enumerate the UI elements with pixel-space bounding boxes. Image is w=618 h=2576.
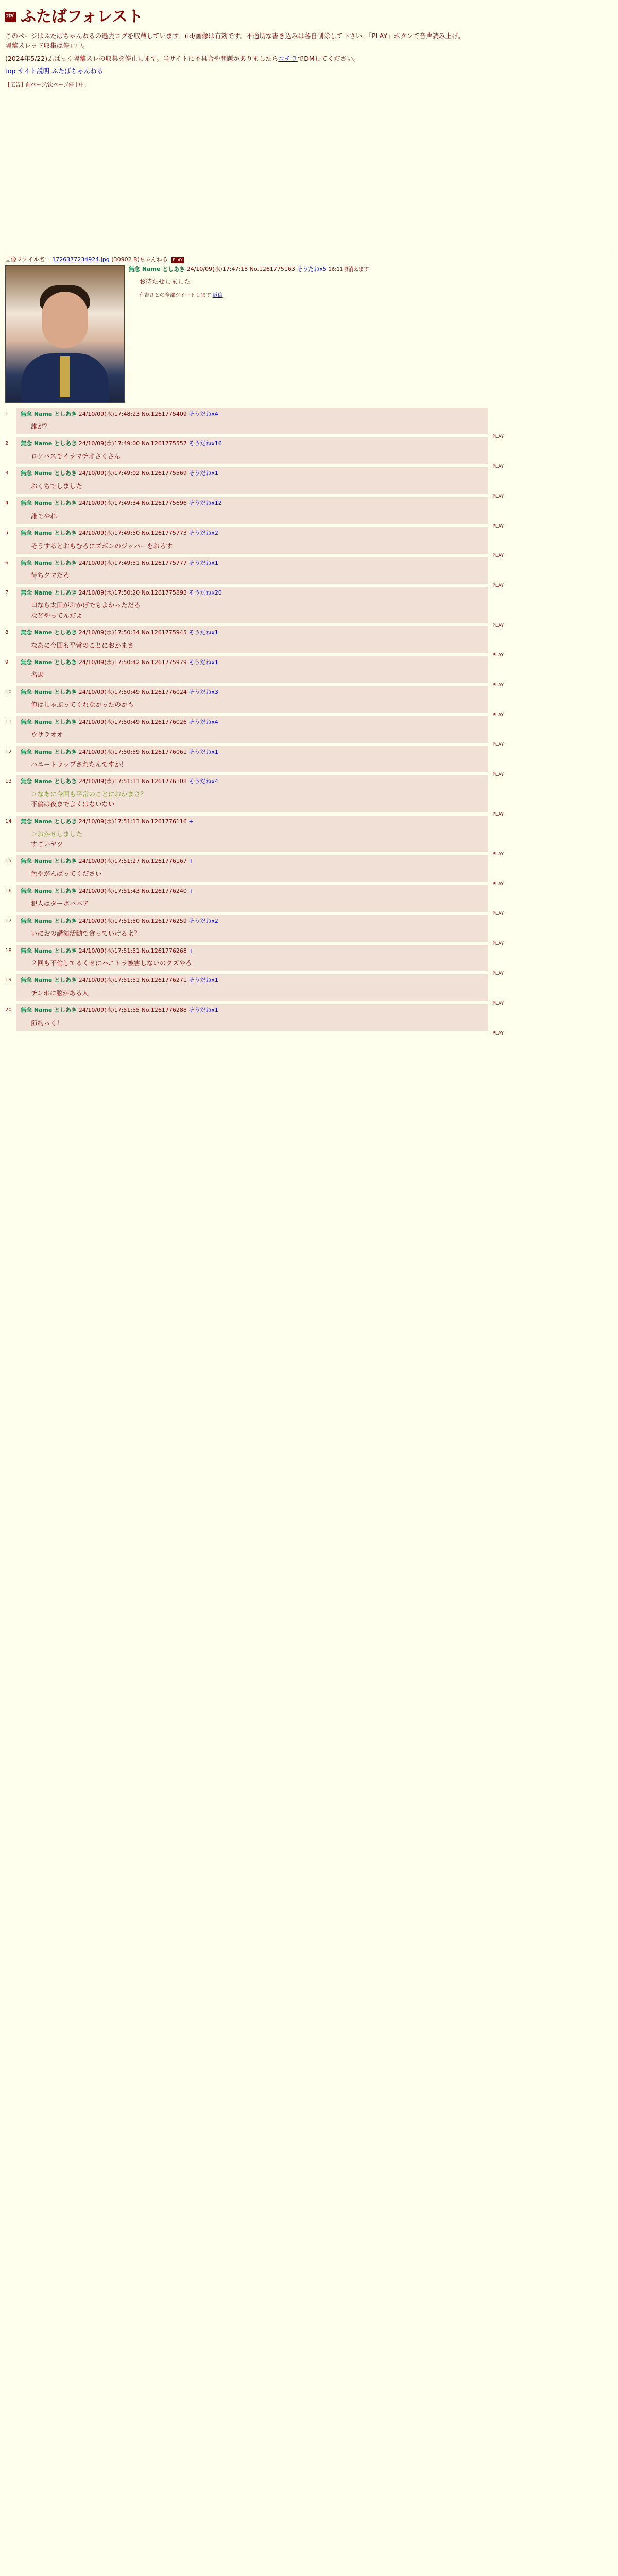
op-post [5,256,613,403]
op-reply-link[interactable]: 返信 [212,293,223,299]
reply-post [5,775,504,818]
site-title: ふたばフォレスト [21,8,143,26]
reply-date: 24/10/09(水)17:50:59 No.1261776061 [78,748,187,755]
reply-meta [21,777,484,786]
reply-body-line: 犯人はターボババア [31,900,89,908]
reply-quote: ＞なあに今回も平常のことにおかまさ？ [31,790,147,798]
reply-number: 15 [5,858,12,864]
reply-number: 20 [5,1007,12,1013]
reply-number: 19 [5,977,12,984]
reply-body-line: ハニートラップされたんですか！ [31,760,128,768]
reply-date: 24/10/09(水)17:50:34 No.1261775945 [78,629,187,636]
reply-play-button[interactable]: PLAY [492,772,504,777]
ad-note: 【広告】前ページ/次ページ停止中。 [5,82,89,88]
reply-name: 無念 Name としあき [21,818,77,825]
reply-date: 24/10/09(水)17:51:43 No.1261776240 [78,887,187,894]
reply-play-button[interactable]: PLAY [492,434,504,439]
reply-meta [21,917,484,926]
page [0,0,618,1037]
reply-date: 24/10/09(水)17:50:49 No.1261776024 [78,688,187,696]
op-body [139,277,369,300]
reply-number: 13 [5,778,12,785]
op-date: 24/10/09(水)17:47:18 No.1261775163 [186,265,295,273]
reply-play-button[interactable]: PLAY [492,1001,504,1006]
reply-number: 3 [5,470,9,477]
reply-date: 24/10/09(水)17:50:20 No.1261775893 [78,589,187,596]
reply-body-line: いにおの講演活動で食っていけるよ？ [31,929,141,938]
op-play-button[interactable]: PLAY [173,258,183,262]
reply-body [31,670,484,680]
reply-post [5,915,504,946]
reply-meta [21,718,484,727]
reply-meta [21,748,484,757]
reply-post [5,408,504,439]
reply-meta [21,559,484,568]
reply-number: 10 [5,689,12,695]
op-image[interactable] [5,265,125,403]
op-body-line: 有吉さとの全部ツイートします 返信 [139,293,223,299]
reply-name: 無念 Name としあき [21,688,77,696]
reply-body [31,829,484,849]
reply-sod-button[interactable]: + [188,887,194,894]
reply-play-button[interactable]: PLAY [492,1030,504,1036]
reply-number: 2 [5,440,9,447]
reply-number: 5 [5,530,9,536]
reply-post [5,1004,504,1036]
reply-body [31,988,484,998]
reply-date: 24/10/09(水)17:51:11 No.1261776108 [78,778,187,785]
reply-quote: ＞おかせしました [31,830,83,838]
reply-date: 24/10/09(水)17:50:49 No.1261776026 [78,718,187,725]
op-name: 無念 Name としあき [129,265,185,273]
reply-body-line: なあに今回も平常のことにおかまさ [31,641,134,649]
reply-body-line: ロケバスでイラマチオさくさん [31,452,121,460]
reply-sod-button[interactable]: そうだねx4 [188,410,218,417]
reply-play-button[interactable]: PLAY [492,812,504,818]
reply-post [5,437,504,469]
reply-number: 1 [5,411,9,417]
reply-post [5,527,504,559]
reply-meta [21,529,484,538]
reply-body-line: すごいヤツ [31,840,63,848]
reply-body [31,451,484,461]
reply-date: 24/10/09(水)17:49:02 No.1261775569 [78,470,187,477]
reply-post [5,855,504,887]
reply-sod-button[interactable]: そうだねx12 [188,500,222,507]
op-meta [129,265,369,274]
reply-name: 無念 Name としあき [21,977,77,984]
reply-date: 24/10/09(水)17:51:51 No.1261776271 [78,977,187,984]
reply-play-button[interactable]: PLAY [492,911,504,917]
reply-sod-button[interactable]: そうだねx2 [188,917,218,924]
reply-post [5,467,504,499]
reply-name: 無念 Name としあき [21,629,77,636]
reply-body-line: 俺はしゃぶってくれなかったのかも [31,701,134,709]
reply-body [31,570,484,580]
reply-play-button[interactable]: PLAY [492,464,504,469]
reply-meta [21,439,484,448]
reply-number: 8 [5,630,9,635]
reply-sod-button[interactable]: そうだねx4 [188,718,218,725]
reply-body [31,730,484,739]
notice-line-1: このページはふたばちゃんねるの過去ログを収蔵しています。(id/画像は有効です。不適切な書き込みは各自削除して下さい。「PLAY」ボタンで音声読み上げ。 [5,32,465,40]
reply-body-line: 誰が？ [31,422,50,430]
reply-sod-button[interactable]: そうだねx16 [188,440,222,447]
reply-post [5,945,504,976]
reply-meta [21,469,484,478]
reply-date: 24/10/09(水)17:50:42 No.1261775979 [78,658,187,666]
reply-number: 9 [5,659,9,665]
reply-meta [21,857,484,866]
reply-sod-button[interactable]: + [188,857,194,865]
reply-post [5,686,504,718]
nav-top-link[interactable]: top [5,67,16,75]
reply-play-button[interactable]: PLAY [492,583,504,589]
reply-body-line: 色やがんばってください [31,870,102,878]
reply-body-line: 口なら太田がおかげでもよかっただろ [31,601,141,609]
reply-name: 無念 Name としあき [21,917,77,924]
reply-name: 無念 Name としあき [21,559,77,566]
reply-sod-button[interactable]: そうだねx4 [188,778,218,785]
reply-body-line: チンポに脳がある人 [31,989,89,997]
reply-post [5,626,504,658]
reply-body-line: そうするとおもむろにズボンのジッパーをおろす [31,541,173,550]
nav-site-link[interactable]: サイト説明 [18,67,50,75]
reply-meta [21,658,484,667]
reply-post [5,716,504,748]
reply-post [5,557,504,589]
reply-play-button[interactable]: PLAY [492,882,504,887]
reply-body [31,541,484,551]
reply-sod-button[interactable]: そうだねx20 [188,589,222,596]
op-expire: 16:11頃消えます [328,266,369,273]
reply-number: 4 [5,500,9,506]
reply-body [31,789,484,809]
reply-sod-button[interactable]: + [188,818,194,825]
futaba-logo-icon: ﾌﾀﾊﾞ [5,12,16,22]
reply-name: 無念 Name としあき [21,589,77,596]
reply-name: 無念 Name としあき [21,1007,77,1014]
reply-name: 無念 Name としあき [21,530,77,536]
reply-body [31,869,484,878]
reply-body-line: おくちでしました [31,482,82,490]
reply-body [31,958,484,968]
reply-sod-button[interactable]: そうだねx1 [188,470,218,477]
reply-body [31,1018,484,1028]
reply-sod-button[interactable]: そうだねx1 [188,748,218,755]
reply-meta [21,688,484,697]
reply-play-button[interactable]: PLAY [492,653,504,658]
notice-line-3: (2024年5/22)ふぱっく隔離スレの収集を停止します。当サイトに不具合や問題がありましたら [5,54,279,62]
top-nav [5,66,613,76]
reply-name: 無念 Name としあき [21,440,77,447]
contact-link[interactable]: コチラ [278,54,298,62]
reply-date: 24/10/09(水)17:51:50 No.1261776259 [78,917,187,924]
reply-body-line: 待ちクマだろ [31,571,70,580]
reply-sod-button[interactable]: そうだねx2 [188,530,218,536]
reply-name: 無念 Name としあき [21,778,77,785]
reply-number: 7 [5,589,9,596]
reply-list [5,408,613,1036]
reply-body-line: 名馬 [31,671,44,679]
reply-number: 12 [5,749,12,755]
reply-meta [21,1006,484,1015]
reply-post [5,587,504,629]
reply-body-line: などやってんだよ [31,611,83,619]
reply-sod-button[interactable]: そうだねx1 [188,1007,218,1014]
reply-date: 24/10/09(水)17:48:23 No.1261775409 [78,410,187,417]
reply-sod-button[interactable]: そうだねx1 [188,629,218,636]
reply-meta [21,947,484,956]
reply-body [31,481,484,491]
reply-body [31,640,484,650]
reply-name: 無念 Name としあき [21,718,77,725]
reply-play-button[interactable]: PLAY [492,852,504,857]
reply-sod-button[interactable]: そうだねx1 [188,977,218,984]
reply-number: 18 [5,947,12,954]
op-file-label: 画像ファイル名： [5,256,50,263]
reply-play-button[interactable]: PLAY [492,742,504,748]
reply-play-button[interactable]: PLAY [492,523,504,529]
reply-meta [21,629,484,637]
reply-date: 24/10/09(水)17:51:51 No.1261776268 [78,947,187,954]
reply-name: 無念 Name としあき [21,857,77,865]
reply-name: 無念 Name としあき [21,748,77,755]
reply-play-button[interactable]: PLAY [492,941,504,946]
op-file-link[interactable]: 1726377234924.jpg [52,256,110,263]
reply-date: 24/10/09(水)17:49:51 No.1261775777 [78,559,187,566]
reply-play-button[interactable]: PLAY [492,494,504,499]
reply-play-button[interactable]: PLAY [492,713,504,718]
reply-number: 17 [5,918,12,924]
reply-play-button[interactable]: PLAY [492,971,504,976]
reply-body [31,511,484,521]
op-file-size: (30902 B)ちゃんねる [111,256,168,263]
reply-number: 16 [5,888,12,894]
notice-line-2: 隔離スレッド収集は停止中。 [5,41,89,49]
op-image-tie [60,356,70,397]
reply-date: 24/10/09(水)17:51:27 No.1261776167 [78,857,187,865]
nav-futaba-link[interactable]: ふたばちゃんねる [52,67,104,75]
reply-number: 6 [5,560,9,566]
reply-name: 無念 Name としあき [21,470,77,477]
reply-body [31,421,484,431]
reply-body-line: 誰でやれ [31,512,57,520]
reply-sod-button[interactable]: そうだねx1 [188,559,218,566]
reply-date: 24/10/09(水)17:49:00 No.1261775557 [78,440,187,447]
reply-body [31,700,484,709]
reply-name: 無念 Name としあき [21,658,77,666]
reply-date: 24/10/09(水)17:49:34 No.1261775696 [78,500,187,507]
reply-body-line: 節約っく！ [31,1019,63,1027]
reply-post [5,816,504,857]
reply-sod-button[interactable]: そうだねx3 [188,688,218,696]
reply-date: 24/10/09(水)17:49:50 No.1261775773 [78,530,187,536]
reply-body [31,899,484,908]
site-notice [5,31,613,63]
reply-meta [21,818,484,826]
ad-space [5,92,613,247]
reply-date: 24/10/09(水)17:51:13 No.1261776116 [78,818,187,825]
reply-post [5,974,504,1006]
reply-meta [21,589,484,598]
reply-post [5,885,504,917]
reply-body [31,759,484,769]
reply-post [5,497,504,529]
reply-body-line: 不倫は夜までよくはないない [31,800,115,808]
reply-post [5,656,504,688]
op-file-info [5,256,613,264]
reply-meta [21,976,484,985]
reply-body [31,928,484,938]
notice-line-3-tail: でDMしてください。 [297,54,360,62]
reply-number: 14 [5,818,12,824]
op-sod-button[interactable]: そうだねx5 [297,265,327,273]
reply-name: 無念 Name としあき [21,947,77,954]
op-body-line: お待たせしました [139,278,191,285]
reply-play-button[interactable]: PLAY [492,553,504,559]
reply-meta [21,499,484,508]
op-image-face [42,292,88,348]
reply-number: 11 [5,719,12,725]
reply-sod-button[interactable]: + [188,947,194,954]
reply-body-line: ２回も不倫してるくせにハニトラ被害しないのクズやろ [31,959,192,967]
reply-post [5,746,504,777]
reply-name: 無念 Name としあき [21,887,77,894]
reply-play-button[interactable]: PLAY [492,683,504,688]
reply-date: 24/10/09(水)17:51:55 No.1261776288 [78,1007,187,1014]
reply-body [31,600,484,620]
reply-sod-button[interactable]: そうだねx1 [188,658,218,666]
reply-play-button[interactable]: PLAY [492,623,504,629]
site-header [5,5,613,28]
reply-name: 無念 Name としあき [21,500,77,507]
reply-body-line: ウサラオオ [31,731,63,739]
reply-meta [21,410,484,419]
reply-name: 無念 Name としあき [21,410,77,417]
reply-meta [21,887,484,896]
